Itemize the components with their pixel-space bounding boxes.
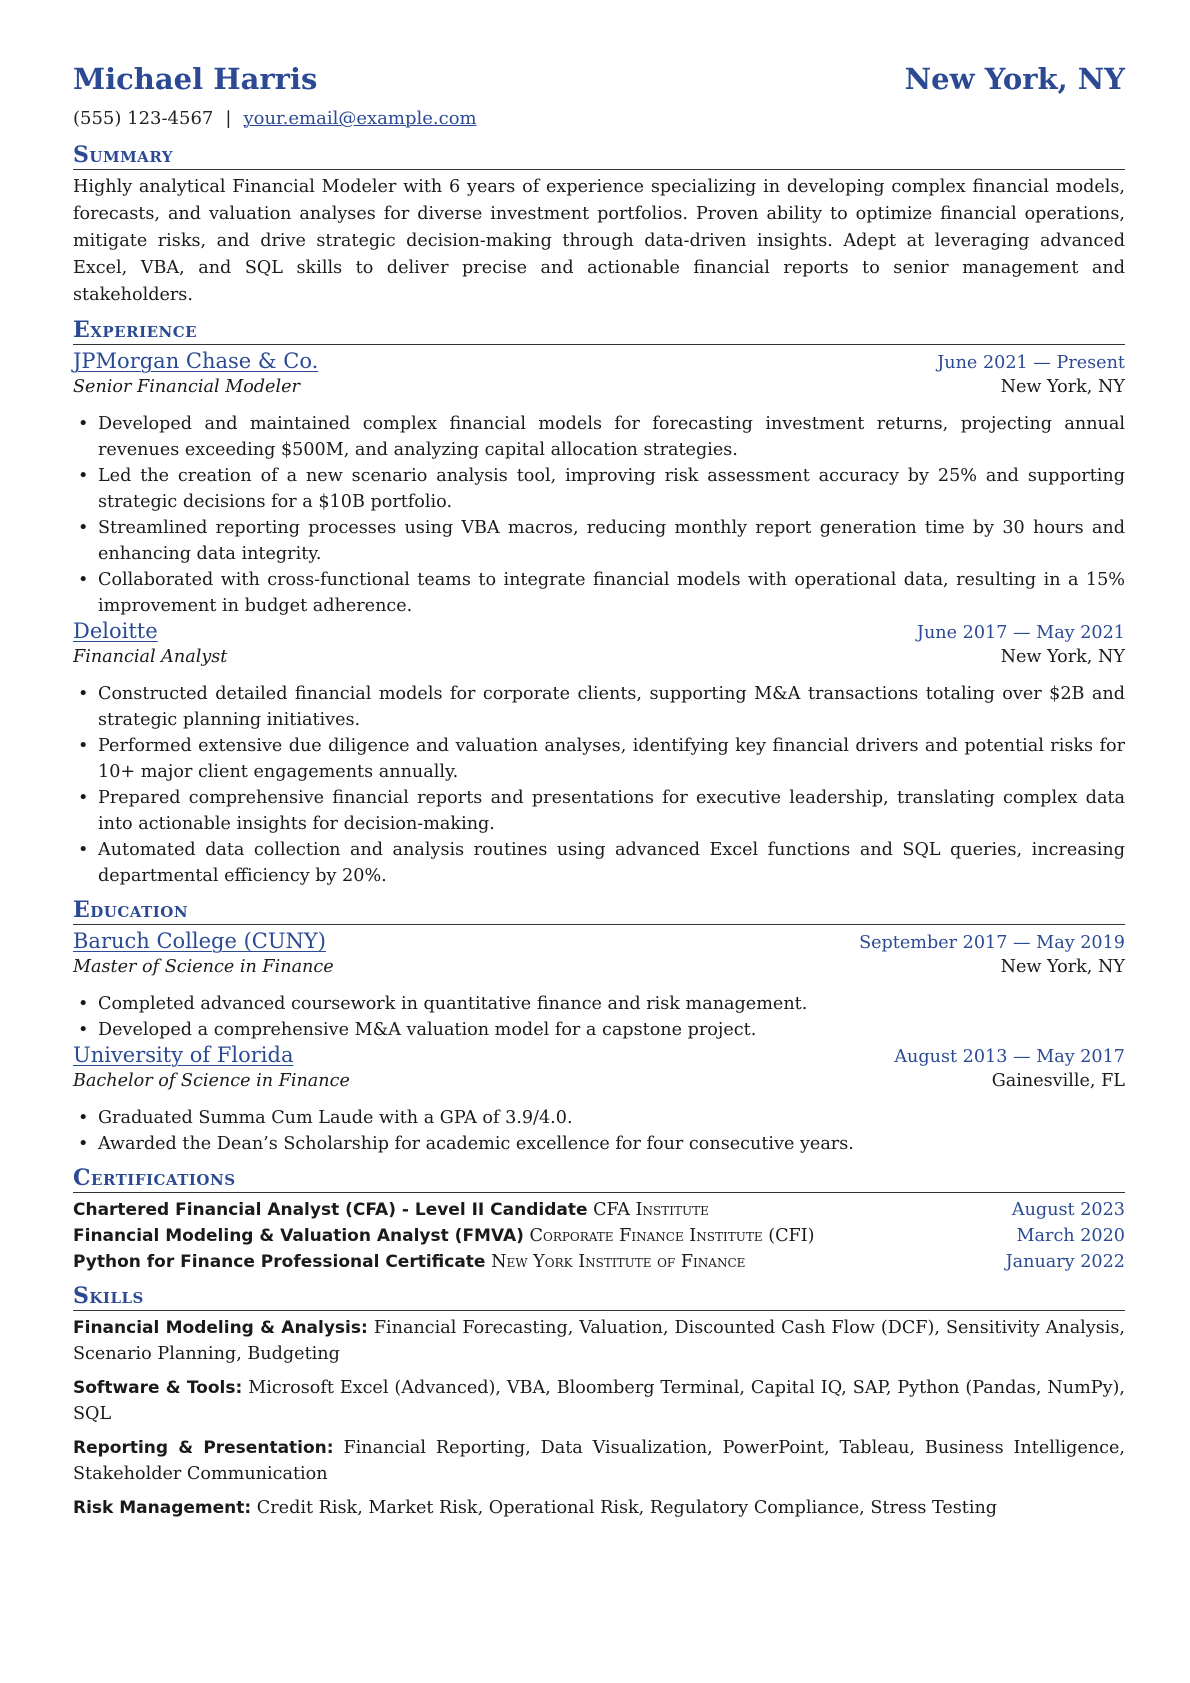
skill-text: Financial Forecasting, Valuation, Discounted Cash Flow (DCF), Sensitivity Analysis, Scenario Planning, Budgeting bbox=[73, 1318, 1126, 1364]
certification-date: March 2020 bbox=[1016, 1226, 1125, 1246]
date-range: September 2017 — May 2019 bbox=[859, 933, 1125, 953]
education-entry bbox=[73, 1043, 1125, 1157]
entry-header bbox=[73, 1043, 1125, 1071]
certification-info bbox=[73, 1223, 815, 1249]
resume-page bbox=[73, 62, 1125, 1529]
bullet-item: • Constructed detailed financial models for corporate clients, supporting M&A transactions totaling over $2B and strategic planning initiatives. bbox=[98, 681, 1125, 733]
skill-item bbox=[73, 1435, 1125, 1487]
school-link[interactable]: Baruch College (CUNY) bbox=[73, 929, 326, 953]
job-location: New York, NY bbox=[1000, 377, 1125, 397]
bullet-item: • Awarded the Dean’s Scholarship for academic excellence for four consecutive years. bbox=[98, 1131, 1125, 1157]
date-range: August 2013 — May 2017 bbox=[894, 1047, 1125, 1067]
skill-item bbox=[73, 1495, 1125, 1521]
skill-text: Microsoft Excel (Advanced), VBA, Bloomberg Terminal, Capital IQ, SAP, Python (Pandas, NumPy), SQL bbox=[73, 1378, 1125, 1424]
header-location: New York, NY bbox=[904, 62, 1125, 96]
certification-item bbox=[73, 1223, 1125, 1249]
job-title: Financial Analyst bbox=[73, 647, 228, 667]
certification-issuer: Corporate Finance Institute (CFI) bbox=[529, 1226, 815, 1246]
certification-info bbox=[73, 1249, 745, 1275]
company-link[interactable]: JPMorgan Chase & Co. bbox=[73, 349, 319, 373]
entry-header bbox=[73, 349, 1125, 377]
section-title-experience: Experience bbox=[73, 317, 1125, 345]
certification-list bbox=[73, 1197, 1125, 1275]
certification-name: Financial Modeling & Valuation Analyst (FMVA) bbox=[73, 1226, 524, 1246]
bullet-item: • Developed and maintained complex financial models for forecasting investment returns, projecting annual revenues exceeding $500M, and analyzing capital allocation strategies. bbox=[98, 411, 1125, 463]
skill-label: Reporting & Presentation: bbox=[73, 1438, 334, 1458]
date-range: June 2017 — May 2021 bbox=[916, 623, 1125, 643]
bullet-item: • Led the creation of a new scenario analysis tool, improving risk assessment accuracy by 25% and supporting strategic decisions for a $10B portfolio. bbox=[98, 463, 1125, 515]
bullet-list bbox=[73, 991, 1125, 1043]
skill-text: Credit Risk, Market Risk, Operational Risk, Regulatory Compliance, Stress Testing bbox=[256, 1498, 998, 1518]
section-title-skills: Skills bbox=[73, 1283, 1125, 1311]
skill-label: Software & Tools: bbox=[73, 1378, 243, 1398]
bullet-list bbox=[73, 681, 1125, 889]
bullet-item: • Collaborated with cross-functional teams to integrate financial models with operational data, resulting in a 15% improvement in budget adherence. bbox=[98, 567, 1125, 619]
job-title: Senior Financial Modeler bbox=[73, 377, 300, 397]
entry-subheader bbox=[73, 957, 1125, 983]
bullet-item: • Streamlined reporting processes using VBA macros, reducing monthly report generation time by 30 hours and enhancing data integrity. bbox=[98, 515, 1125, 567]
degree: Master of Science in Finance bbox=[73, 957, 334, 977]
entry-subheader bbox=[73, 377, 1125, 403]
bullet-item: • Automated data collection and analysis routines using advanced Excel functions and SQL queries, increasing departmental efficiency by 20%. bbox=[98, 837, 1125, 889]
skill-item bbox=[73, 1375, 1125, 1427]
certification-date: January 2022 bbox=[1005, 1252, 1125, 1272]
experience-entry bbox=[73, 349, 1125, 619]
degree: Bachelor of Science in Finance bbox=[73, 1071, 350, 1091]
resume-header bbox=[73, 62, 1125, 104]
skills-list bbox=[73, 1315, 1125, 1521]
school-location: New York, NY bbox=[1000, 957, 1125, 977]
school-link[interactable]: University of Florida bbox=[73, 1043, 294, 1067]
certification-item bbox=[73, 1197, 1125, 1223]
entry-subheader bbox=[73, 1071, 1125, 1097]
skill-item bbox=[73, 1315, 1125, 1367]
education-entry bbox=[73, 929, 1125, 1043]
section-title-education: Education bbox=[73, 897, 1125, 925]
bullet-list bbox=[73, 1105, 1125, 1157]
section-title-summary: Summary bbox=[73, 142, 1125, 170]
entry-header bbox=[73, 619, 1125, 647]
date-range: June 2021 — Present bbox=[937, 353, 1125, 373]
skill-label: Risk Management: bbox=[73, 1498, 252, 1518]
bullet-item: • Performed extensive due diligence and valuation analyses, identifying key financial drivers and potential risks for 10+ major client engagements annually. bbox=[98, 733, 1125, 785]
entry-header bbox=[73, 929, 1125, 957]
certification-name: Python for Finance Professional Certificate bbox=[73, 1252, 486, 1272]
bullet-item: • Graduated Summa Cum Laude with a GPA of 3.9/4.0. bbox=[98, 1105, 1125, 1131]
summary-text: Highly analytical Financial Modeler with 6 years of experience specializing in developing complex financial models, forecasts, and valuation analyses for diverse investment portfolios. Proven ability to optimize financial operations, mitigate risks, and drive strategic decision-making through data-driven insights. Adept at leveraging advanced Excel, VBA, and SQL skills to deliver precise and actionable financial reports to senior management and stakeholders. bbox=[73, 177, 1125, 305]
contact-line bbox=[73, 108, 1125, 134]
bullet-item: • Completed advanced coursework in quantitative finance and risk management. bbox=[98, 991, 1125, 1017]
certification-issuer: CFA Institute bbox=[593, 1200, 709, 1220]
certification-name: Chartered Financial Analyst (CFA) - Level II Candidate bbox=[73, 1200, 588, 1220]
bullet-item: • Prepared comprehensive financial reports and presentations for executive leadership, translating complex data into actionable insights for decision-making. bbox=[98, 785, 1125, 837]
candidate-name: Michael Harris bbox=[73, 62, 318, 96]
certification-info bbox=[73, 1197, 709, 1223]
skill-text: Financial Reporting, Data Visualization, PowerPoint, Tableau, Business Intelligence, Stakeholder Communication bbox=[73, 1438, 1126, 1484]
entry-subheader bbox=[73, 647, 1125, 673]
bullet-item: • Developed a comprehensive M&A valuation model for a capstone project. bbox=[98, 1017, 1125, 1043]
certification-issuer: New York Institute of Finance bbox=[491, 1252, 746, 1272]
contact-separator: | bbox=[225, 108, 232, 129]
school-location: Gainesville, FL bbox=[991, 1071, 1125, 1091]
job-location: New York, NY bbox=[1000, 647, 1125, 667]
bullet-list bbox=[73, 411, 1125, 619]
skill-label: Financial Modeling & Analysis: bbox=[73, 1318, 368, 1338]
certification-date: August 2023 bbox=[1011, 1200, 1125, 1220]
company-link[interactable]: Deloitte bbox=[73, 619, 158, 643]
phone-number: (555) 123-4567 bbox=[73, 108, 214, 129]
section-title-certifications: Certifications bbox=[73, 1165, 1125, 1193]
experience-entry bbox=[73, 619, 1125, 889]
certification-item bbox=[73, 1249, 1125, 1275]
email-link[interactable]: your.email@example.com bbox=[243, 108, 477, 129]
